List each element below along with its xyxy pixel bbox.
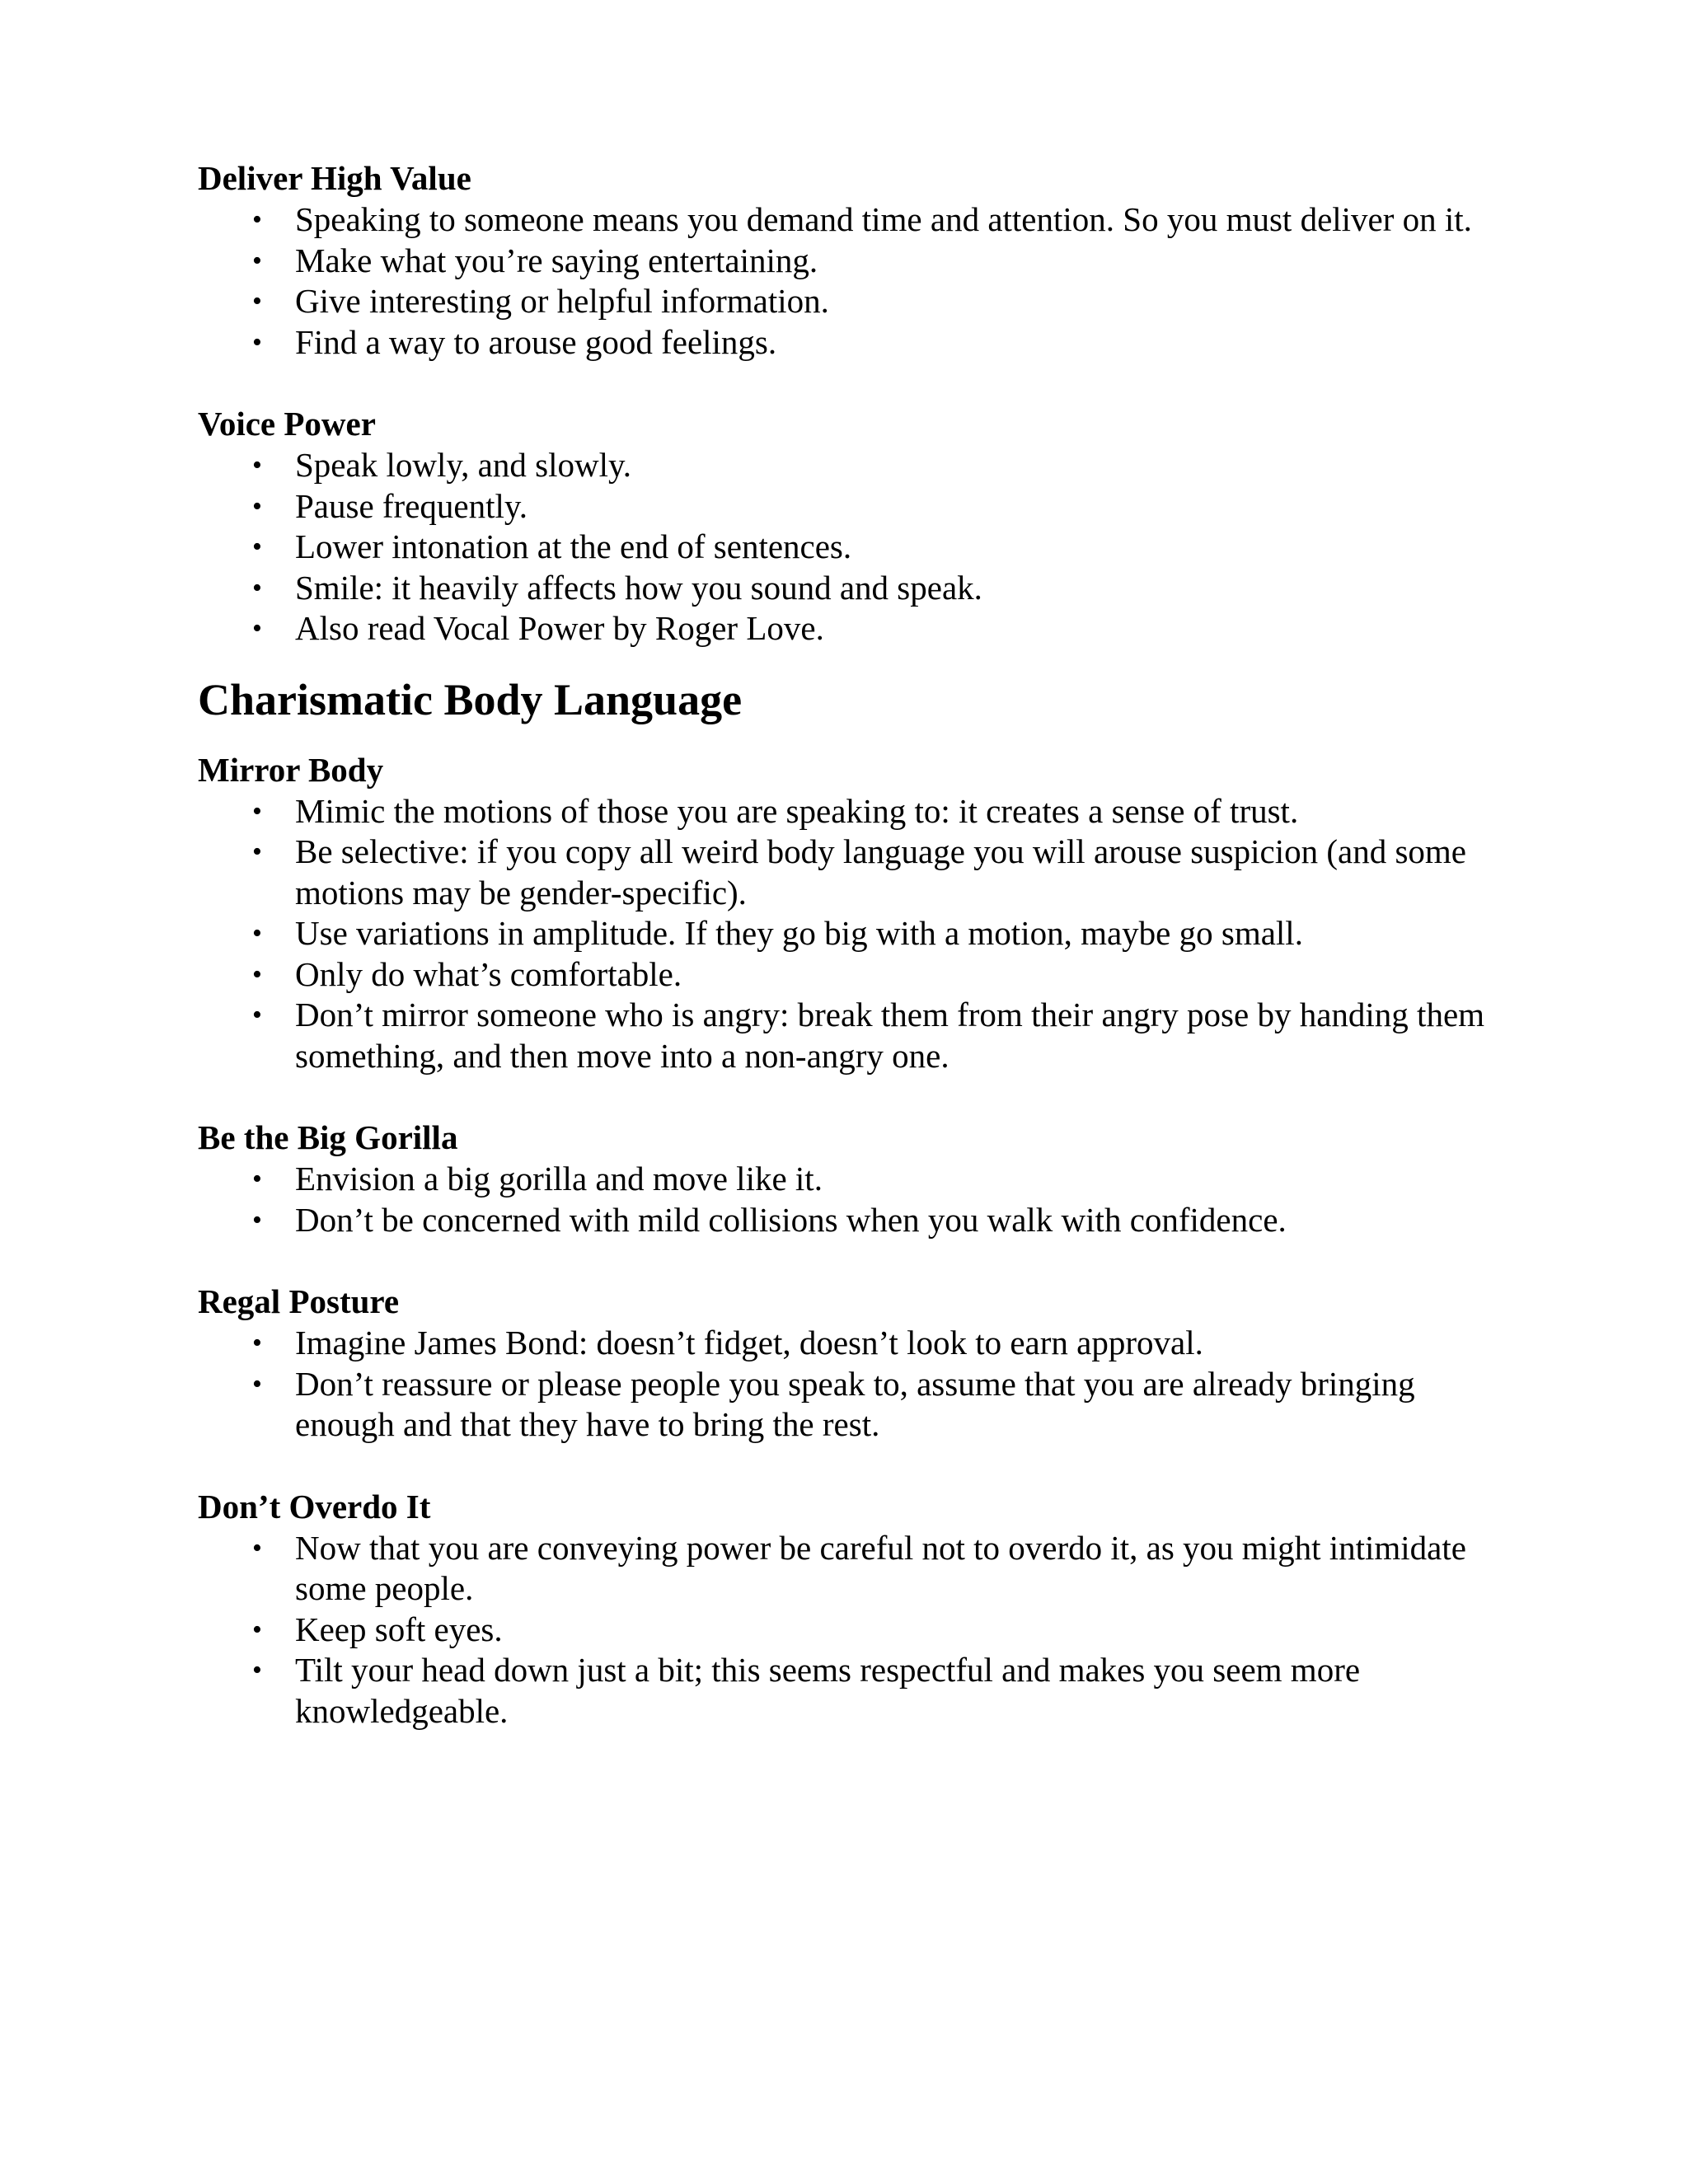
bullet-list	[198, 791, 1517, 1077]
bullet-icon: •	[252, 572, 262, 603]
bullet-icon: •	[252, 532, 262, 562]
bullet-icon: •	[252, 1164, 262, 1194]
list-item-text: Smile: it heavily affects how you sound and speak.	[295, 568, 982, 607]
list-item	[198, 1159, 1517, 1200]
section-heading: Deliver High Value	[198, 159, 471, 197]
list-item-text: Speaking to someone means you demand time and attention. So you must deliver on it.	[295, 200, 1472, 238]
bullet-icon: •	[252, 1368, 262, 1399]
bullet-icon: •	[252, 613, 262, 644]
list-item-text: Lower intonation at the end of sentences.	[295, 527, 852, 565]
list-item	[198, 608, 1517, 649]
bullet-icon: •	[252, 1000, 262, 1030]
section-heading: Regal Posture	[198, 1282, 400, 1320]
list-item	[198, 281, 1517, 322]
section-heading: Mirror Body	[198, 750, 384, 789]
list-item-text: Give interesting or helpful information.	[295, 282, 829, 320]
list-item-text: Mimic the motions of those you are speaking to: it creates a sense of trust.	[295, 791, 1299, 830]
list-item	[198, 322, 1517, 363]
list-item	[198, 913, 1517, 954]
document-page	[198, 157, 1517, 1732]
list-item	[198, 1364, 1517, 1446]
bullet-icon: •	[252, 1655, 262, 1685]
list-item	[198, 527, 1517, 568]
list-item	[198, 954, 1517, 996]
chapter-heading: Charismatic Body Language	[198, 674, 743, 724]
bullet-icon: •	[252, 918, 262, 949]
list-item-text: Tilt your head down just a bit; this seems respectful and makes you seem more knowledgeable.	[295, 1651, 1361, 1730]
list-item	[198, 1650, 1517, 1732]
list-item	[198, 1610, 1517, 1651]
list-item-text: Speak lowly, and slowly.	[295, 446, 632, 484]
list-item	[198, 241, 1517, 282]
list-item	[198, 832, 1517, 913]
list-item	[198, 445, 1517, 486]
section-deliver-high-value	[198, 157, 1517, 363]
bullet-icon: •	[252, 1328, 262, 1358]
section-regal-posture	[198, 1280, 1517, 1446]
list-item	[198, 199, 1517, 241]
bullet-icon: •	[252, 1614, 262, 1645]
bullet-list	[198, 445, 1517, 649]
list-item	[198, 995, 1517, 1076]
section-heading: Don’t Overdo It	[198, 1487, 431, 1526]
list-item-text: Envision a big gorilla and move like it.	[295, 1160, 823, 1197]
list-item-text: Keep soft eyes.	[295, 1610, 503, 1648]
bullet-list	[198, 1323, 1517, 1446]
bullet-icon: •	[252, 450, 262, 480]
list-item-text: Make what you’re saying entertaining.	[295, 241, 818, 279]
section-voice-power	[198, 402, 1517, 649]
list-item-text: Find a way to arouse good feelings.	[295, 322, 777, 361]
list-item-text: Use variations in amplitude. If they go big with a motion, maybe go small.	[295, 914, 1303, 952]
bullet-icon: •	[252, 1532, 262, 1563]
bullet-icon: •	[252, 958, 262, 990]
list-item	[198, 1528, 1517, 1610]
list-item-text: Only do what’s comfortable.	[295, 954, 682, 993]
list-item	[198, 791, 1517, 832]
bullet-icon: •	[252, 837, 262, 867]
list-item-text: Pause frequently.	[295, 486, 528, 525]
list-item	[198, 1323, 1517, 1364]
section-dont-overdo-it	[198, 1485, 1517, 1732]
list-item-text: Also read Vocal Power by Roger Love.	[295, 609, 824, 647]
bullet-icon: •	[252, 490, 262, 522]
section-mirror-body	[198, 748, 1517, 1077]
list-item-text: Don’t be concerned with mild collisions when you walk with confidence.	[295, 1200, 1287, 1239]
bullet-icon: •	[252, 204, 262, 235]
list-item-text: Be selective: if you copy all weird body language you will arouse suspicion (and some motions may be gender-specific).	[295, 832, 1466, 912]
list-item	[198, 1200, 1517, 1241]
bullet-icon: •	[252, 286, 262, 316]
bullet-list	[198, 1528, 1517, 1732]
list-item	[198, 486, 1517, 527]
list-item-text: Don’t reassure or please people you speak to, assume that you are already bringing enough and that they have to bring the rest.	[295, 1364, 1415, 1443]
bullet-list	[198, 199, 1517, 363]
bullet-icon: •	[252, 245, 262, 276]
section-heading: Voice Power	[198, 405, 376, 443]
bullet-icon: •	[252, 1204, 262, 1235]
list-item	[198, 568, 1517, 609]
section-big-gorilla	[198, 1116, 1517, 1240]
list-item-text: Don’t mirror someone who is angry: break them from their angry pose by handing them something, and then move into a non-angry one.	[295, 996, 1485, 1075]
list-item-text: Imagine James Bond: doesn’t fidget, doesn’t look to earn approval.	[295, 1324, 1203, 1361]
bullet-icon: •	[252, 795, 262, 827]
bullet-icon: •	[252, 326, 262, 358]
section-heading: Be the Big Gorilla	[198, 1118, 458, 1156]
list-item-text: Now that you are conveying power be careful not to overdo it, as you might intimidate some people.	[295, 1528, 1466, 1607]
bullet-list	[198, 1159, 1517, 1240]
